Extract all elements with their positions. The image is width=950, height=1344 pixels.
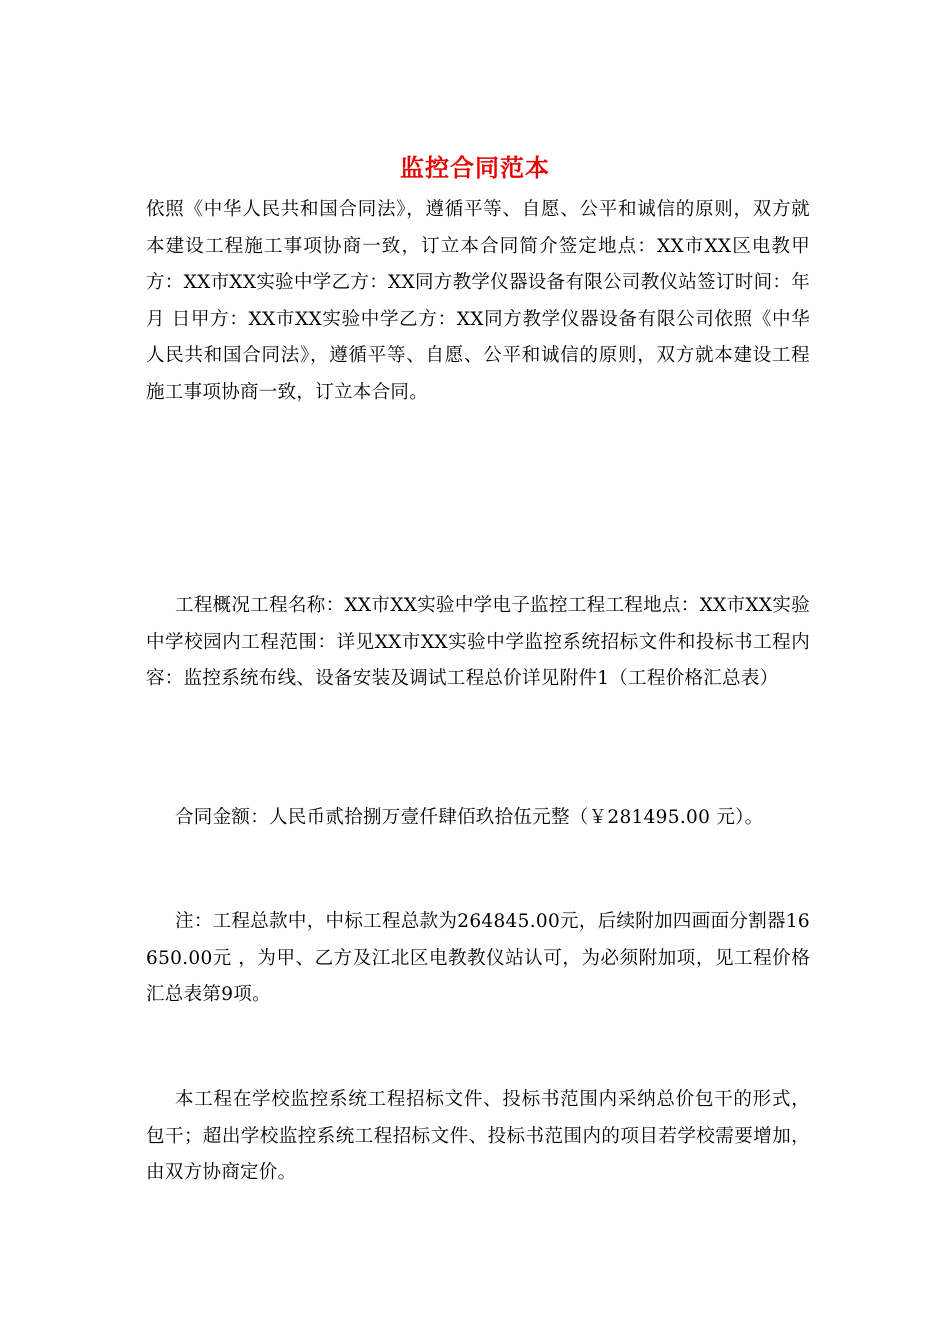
paragraph-scope: 本工程在学校监控系统工程招标文件、投标书范围内采纳总价包干的形式，包干；超出学校监控系统工程招标文件、投标书范围内的项目若学校需要增加，由双方协商定价。 [146, 1089, 810, 1183]
paragraph-note: 注：工程总款中，中标工程总款为264845.00元，后续附加四画面分割器16650.00元 ，为甲、乙方及江北区电教教仪站认可，为必须附加项，见工程价格汇总表第9项。 [146, 911, 810, 1005]
document-title: 监控合同范本 [400, 153, 550, 182]
paragraph-contract-amount: 合同金额：人民币贰拾捌万壹仟肆佰玖拾伍元整（￥281495.00 元）。 [175, 807, 764, 828]
paragraph-intro: 依照《中华人民共和国合同法》，遵循平等、自愿、公平和诚信的原则，双方就本建设工程施工事项协商一致，订立本合同简介签定地点：XX市XX区电教甲方：XX市XX实验中学乙方：XX同方教学仪器设备有限公司教仪站签订时间：年 月 日甲方：XX市XX实验中学乙方：XX同方教学仪器设备有限公司依照《中华人民共和国合同法》，遵循平等、自愿、公平和诚信的原则，双方就本建设工程施工事项协商一致，订立本合同。 [146, 199, 810, 403]
paragraph-project-overview: 工程概况工程名称：XX市XX实验中学电子监控工程工程地点：XX市XX实验中学校园内工程范围：详见XX市XX实验中学监控系统招标文件和投标书工程内容：监控系统布线、设备安装及调试工程总价详见附件1（工程价格汇总表） [146, 595, 810, 689]
